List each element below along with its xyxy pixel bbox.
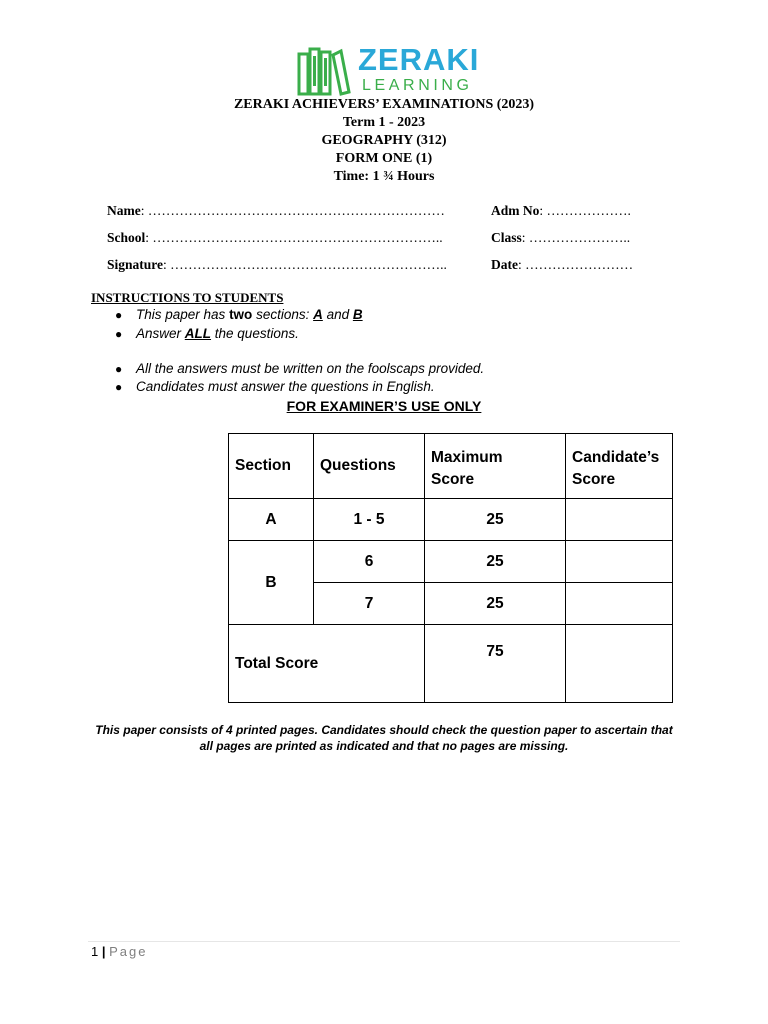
- school-label: School: [107, 230, 146, 245]
- row-candidate-score[interactable]: [566, 499, 673, 541]
- examiner-heading: FOR EXAMINER’S USE ONLY: [286, 398, 482, 414]
- score-table: [228, 433, 673, 703]
- row-section: B: [229, 541, 314, 625]
- bullet-icon: ●: [115, 362, 123, 376]
- header-section: Section: [229, 434, 314, 499]
- table-row: [229, 541, 673, 583]
- bullet-icon: ●: [115, 327, 123, 341]
- row-questions: 6: [314, 541, 425, 583]
- row-section: A: [229, 499, 314, 541]
- total-candidate-score[interactable]: [566, 625, 673, 703]
- row-questions: 1 - 5: [314, 499, 425, 541]
- class-field[interactable]: : …………………..: [521, 230, 631, 245]
- books-icon: [296, 46, 352, 96]
- exam-form: FORM ONE (1): [335, 151, 433, 166]
- header-maximum-score: Maximum Score: [425, 434, 566, 499]
- class-label: Class: [491, 230, 522, 245]
- date-label: Date: [491, 257, 518, 272]
- page-separator: |: [98, 944, 110, 959]
- logo-wordmark: ZERAKI: [358, 42, 480, 77]
- date-field[interactable]: : ……………………: [518, 257, 634, 272]
- adm-label: Adm No: [491, 203, 540, 218]
- name-label: Name: [107, 203, 141, 218]
- footer-divider: [88, 941, 680, 942]
- zeraki-logo: [296, 44, 482, 96]
- signature-row: [107, 257, 667, 273]
- header-candidate-score: Candidate’s Score: [566, 434, 673, 499]
- table-total-row: [229, 625, 673, 703]
- adm-field[interactable]: : ……………….: [539, 203, 631, 218]
- page-footer: [91, 944, 147, 959]
- exam-time: Time: 1 ¾ Hours: [333, 169, 435, 184]
- page-label: Page: [109, 944, 148, 959]
- row-questions: 7: [314, 583, 425, 625]
- page-number: 1: [91, 944, 99, 959]
- table-header-row: [229, 434, 673, 499]
- total-max-score: 75: [425, 625, 566, 703]
- total-score-label: Total Score: [229, 625, 425, 703]
- pages-note: This paper consists of 4 printed pages. Candidates should check the question paper to ascertain that all pages are printed as indicated and that no pages are missing.: [95, 723, 673, 753]
- row-max-score: 25: [425, 583, 566, 625]
- signature-label: Signature: [107, 257, 164, 272]
- name-field[interactable]: : …………………………………………………………: [140, 203, 445, 218]
- exam-title: ZERAKI ACHIEVERS’ EXAMINATIONS (2023): [233, 97, 535, 112]
- school-row: [107, 230, 667, 246]
- row-candidate-score[interactable]: [566, 541, 673, 583]
- instructions-title: INSTRUCTIONS TO STUDENTS: [91, 290, 284, 305]
- exam-term: Term 1 - 2023: [342, 115, 426, 130]
- logo-subtitle: LEARNING: [362, 77, 473, 94]
- bullet-icon: ●: [115, 380, 123, 394]
- school-field[interactable]: : ………………………………………………………..: [145, 230, 443, 245]
- name-row: [107, 203, 667, 219]
- header-questions: Questions: [314, 434, 425, 499]
- row-max-score: 25: [425, 499, 566, 541]
- signature-field[interactable]: : ……………………………………………………..: [163, 257, 447, 272]
- row-max-score: 25: [425, 541, 566, 583]
- table-row: [229, 499, 673, 541]
- row-candidate-score[interactable]: [566, 583, 673, 625]
- exam-subject: GEOGRAPHY (312): [321, 133, 447, 148]
- bullet-icon: ●: [115, 308, 123, 322]
